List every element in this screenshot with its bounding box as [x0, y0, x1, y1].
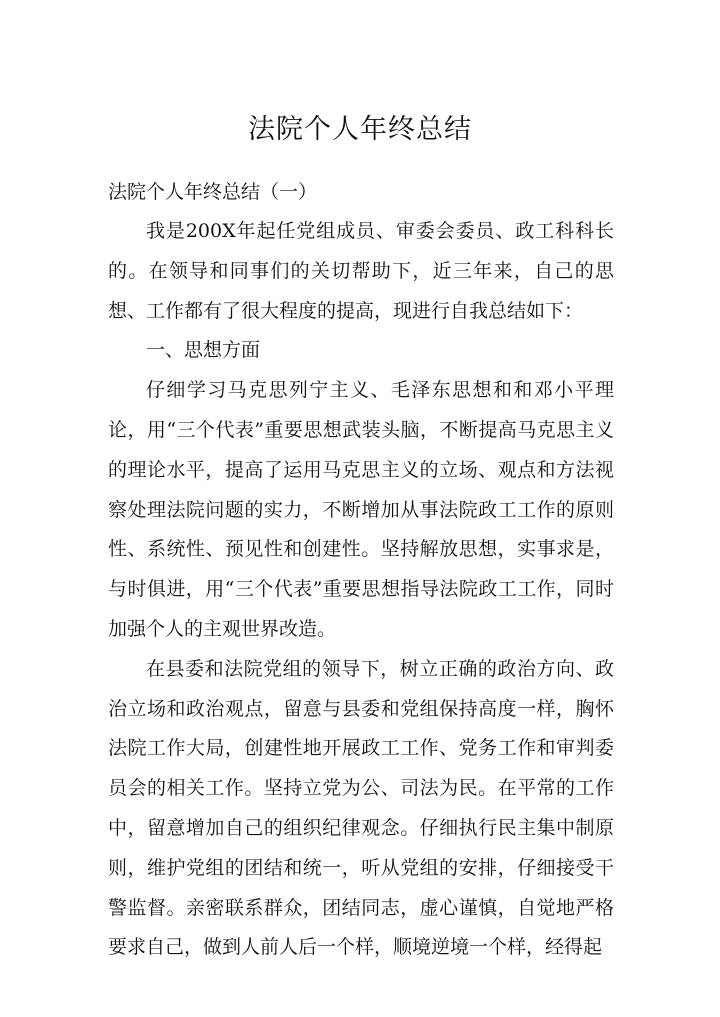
- document-title: 法院个人年终总结: [248, 114, 472, 145]
- section-heading-thought: 一、思想方面: [146, 339, 261, 362]
- document-subtitle: 法院个人年终总结（一）: [108, 181, 318, 203]
- paragraph-study: 仔细学习马克思列宁主义、毛泽东思想和和邓小平理论，用“三个代表”重要思想武装头脑，不断提高马克思主义的理论水平，提高了运用马克思主义的立场、观点和方法视察处理法院问题的实力，不断增加从事法院政工工作的原则性、系统性、预见性和创建性。坚持解放思想，实事求是，与时俱进，用“三个代表”重要思想指导法院政工工作，同时加强个人的主观世界改造。: [108, 379, 614, 640]
- paragraph-leadership: 在县委和法院党组的领导下，树立正确的政治方向、政治立场和政治观点，留意与县委和党组保持高度一样，胸怀法院工作大局，创建性地开展政工工作、党务工作和审判委员会的相关工作。坚持立党为公、司法为民。在平常的工作中，留意增加自己的组织纪律观念。仔细执行民主集中制原则，维护党组的团结和统一，听从党组的安排，仔细接受干警监督。亲密联系群众，团结同志，虚心谨慎，自觉地严格要求自己，做到人前人后一个样，顺境逆境一个样，经得起: [108, 657, 614, 959]
- paragraph-intro: 我是200X年起任党组成员、审委会委员、政工科科长的。在领导和同事们的关切帮助下，近三年来，自己的思想、工作都有了很大程度的提高，现进行自我总结如下：: [108, 220, 614, 322]
- document-body: [108, 212, 614, 968]
